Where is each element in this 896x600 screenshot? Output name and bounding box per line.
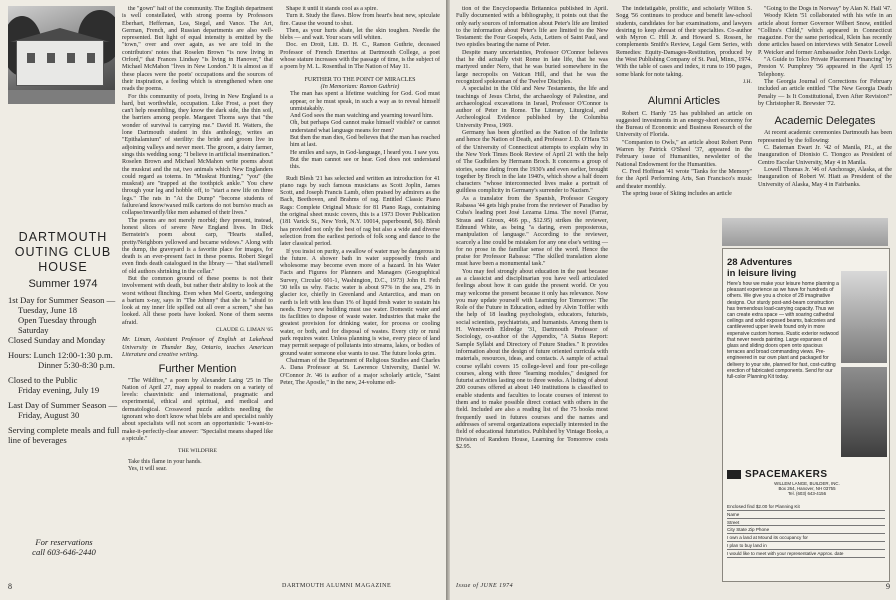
ad-address-line: WILLEM LANGE, BUILDER, INC.: [774, 481, 840, 486]
review-paragraph: Doc. en Droit, Litt. D. H. C., Ramon Guthrie, deceased Professor of French Emeritus at Dartmouth College, a poet whose stature increases with the passage of time, is the subject of a poem by M. L. Rosenthal in The Nation of May 11.: [280, 42, 440, 71]
schedule-line: line of beverages: [8, 435, 67, 445]
magazine-footer: DARTMOUTH ALUMNI MAGAZINE: [282, 583, 392, 589]
review-signature: J.H.: [742, 78, 752, 85]
alumni-article-paragraph: The spring issue of Skiing includes an article: [622, 190, 732, 197]
page-number-left: 8: [8, 582, 12, 591]
alumni-article-paragraph: "A Guide to Telco Private Placement Financing" by Preston V. Pumphrey '56 appeared in the April 15 Telephony.: [758, 57, 892, 78]
alumni-article-paragraph: C. Fred Hoffman '41 wrote "Tanks for the Memory" for the April Performing Arts, San Francisco's music and theater monthly.: [616, 168, 752, 190]
poem-line: Yes, it will sear.: [128, 465, 167, 472]
center-column-reviews: [280, 6, 440, 580]
rosenthal-poem-title: FURTHER TO THE POINT OF MIRACLES: [304, 76, 416, 83]
alumni-article-paragraph: Robert C. Hardy '25 has published an article on suggested investments in an energy-short economy for the Bureau of Economic and Business Research of the University of Florida.: [616, 110, 752, 139]
issue-footer: Issue of JUNE 1974: [456, 583, 514, 589]
outing-club-house-photo: [8, 6, 115, 104]
review-paragraph: The indefatigable, prolific, and scholarly Wilton S. Sogg '56 continues to produce and benefit law-school students, candidates for bar examinations, and lawyers desiring to keep abreast of their specialties. Co-author with Myron C. Hill Jr. and Howard S. Rossen, he complements Smith's Review, Legal Gem Series, with Remedies: Equity-Damages-Restitution, produced by the West Publishing Company of St. Paul, Minn., 1974. With the table of cases and index, it runs to 190 pages, some blank for note taking.: [616, 6, 752, 78]
review-paragraph: Rudi Blesh '21 has selected and written an introduction for 41 piano rags by such famous musicians as Scott Joplin, James Scott, and Joseph Francis Lamb, often praised by admirers as the Bach, Beethoven, and Brahms of rag. Entitled Classic Piano Rags: Complete Original Music for 81 Piano Rags, containing the original sheet music covers, this is a 1973 Dover Publication (181 Varick St., New York, N.Y. 10014, paperbound, $6). Blesh has provided not only the best of rag but also a wide and diverse selection from the earliest periods of folk song and dance to the later classical period.: [280, 175, 440, 248]
delegate-paragraph: C. Bateman Ewart Jr. '42 of Manila, P.I., at the inauguration of Dionisio C. Tiongco as President of Centro Escolar University, May 4 in Manila.: [758, 145, 892, 166]
further-mention-paragraph: "The Wildfire," a poem by Alexander Laing '25 in The Nation of April 27, may appeal to readers on a variety of levels: chauvinistic and international, pragmatic and experimental, ethical and spiritual, and medical and dermatological. Crossword puzzle addicts needling the ignorant who don't know what blebs are and specialist rashly about specialists will not scorn an opportunistic 'I-want-to-make-it-perfectly-clear answer: "Specialist means shaped like a spicule.": [122, 377, 273, 442]
right-third-column: [758, 6, 892, 216]
club-subtitle: Summer 1974: [28, 278, 98, 290]
review-paragraph: The poems are not merely morbid; they present, instead, honest slices of severe New England lives. In Dick Bernstein's poem about carp, "Hearts stalled, pretty/Neighbors yellowed and became widows." Along with the dump, the graveyard is a favorite place for images, for death is an ever-present fact in these poems. Robert Siegel even finds death catalogued in the library — "that stail/smell of old authors shrinking in the cellar.": [122, 217, 273, 275]
review-paragraph: the "gown" half of the community. The English department is well constellated, with strong poems by Professors Eberhart, Heffernan, Lea, Siegel, and Vance. The Art, German, French, and Russian departments are also well-represented. But light of equal intensity is emitted by the "town," over and over again, as we are told in the contributors' notes that Roselen Brown "is now living in Orford," that Frances Lindsay "is living in Hanover," that Michael McMahon "lives in New London." It is almost as if these places were the poets' occupations and the sources of their inspiration, a feeling which is strengthened when one reads the poems.: [122, 6, 273, 93]
schedule-line: Friday, August 30: [18, 410, 80, 420]
schedule-line: Tuesday, June 18: [18, 305, 78, 315]
review-paragraph: Despite many uncertainties, Professor O'Connor believes that he did actually visit Rome in late life, that he was martyred under Nero, that he was buried somewhere in the large necropolis on Vatican Hill, and that he was the recognized spokesman of the Twelve Disciples.: [456, 49, 608, 85]
review-paragraph: tion of the Encyclopaedia Britannica published in April. Fully documented with a bibliography, it points out that the only early sources of information about Peter's life are limited to the information about Peter's life are limited to the New Testament: the Four Gospels, Acts, Letters of Saint Paul, and two epistles bearing the name of Peter.: [456, 6, 608, 49]
left-column-review: [122, 6, 273, 580]
ad-form-field[interactable]: I plan to buy land in: [727, 542, 885, 550]
page-number-right: 9: [886, 582, 890, 591]
review-paragraph: For this community of poets, living in New England is a hard, but worthwhile, occupation. Like Frost, a poet they can't help resembling, they know the dark side, the thin soil, the barriers among people. Margaret Thoms says that "the wonder of survival is carrying me." David H. Watters, the lone Dartmouth student in this anthology, writes an "Epithalamium" of sterility: the bride and groom live in adjoining valleys and never meet. The groom, a dairy farmer, sings this wedding song: "I believe in artificial insemination." Roselen Brown and Michael McMahon write poems about the muskrat and the rat, two animals which New Englanders could regard as totems. In "Muskrat Hunting," "you" (the muskrat) are "trapped at the toothpick ankle." You chew through your leg and hobble off, to "start a new life on three legs." The rats in "At the Dump" "become students of failure/and know/waxed milk cartons do not burn/so much as collapse/inwardly/like men ashamed of their lives.": [122, 93, 273, 217]
alumni-article-paragraph: "Going to the Dogs in Norway" by Alan N. Hall '47.: [764, 6, 892, 12]
ad-form-field[interactable]: Enclosed find $2.00 for Planning Kit: [727, 503, 885, 511]
ad-form-field[interactable]: City State Zip Phone: [727, 526, 885, 534]
ad-form-field[interactable]: I own a land at Mound its occupancy for: [727, 534, 885, 542]
schedule-line: Dinner 5:30-8:30 p.m.: [38, 360, 115, 370]
poem-stanza: He smiles and says, in God-language, I heard you. I saw you.: [290, 149, 440, 156]
poem-stanza: But then the man dies, God believes that the man has reached him at last.: [290, 135, 440, 149]
ad-house-photo: [841, 271, 887, 363]
schedule-line: Closed to the Public: [8, 375, 78, 385]
ad-address-line: Box 264, Hanover, NH 03755: [778, 486, 836, 492]
ad-form-field[interactable]: I would like to meet with your representative Approx. date: [727, 550, 885, 558]
right-first-column: [456, 6, 608, 580]
club-title-line: OUTING CLUB: [14, 245, 112, 259]
poem-stanza: Oh, but perhaps God cannot make himself visible? or cannot understand what language means for men?: [290, 120, 440, 134]
schedule-line: Closed Sunday and Monday: [8, 335, 106, 345]
poem-stanza: The man has spent a lifetime watching for God. God must appear, or he must speak, in such a way as to reveal himself unmistakably.: [290, 91, 440, 112]
alumni-articles-heading: Alumni Articles: [647, 95, 721, 108]
schedule-line: Hours: Lunch 12:00-1:30 p.m.: [8, 350, 113, 360]
schedule-line: Friday evening, July 19: [18, 385, 100, 395]
review-paragraph: Shape it until it stands cool as a spire.: [286, 6, 378, 12]
review-paragraph: You may feel strongly about education in the past because as a classicist and disciplinarian you have well articulated feelings about how it can guide the present world. Or you may welcome the present because it only has relevance. Now you may update yourself with Learning for Tomorrow: The Role of the Future in Education, edited by Alvin Toffler with the help of 18 leading psychologists, educators, futurists, social scientists, psychiatrists, and humanists. Among them is H. Wentworth Eldredge '31, Dartmouth Professor of Sociology, co-author of the Appendix, "A Status Report: Sample Syllabi and Directory of Future Studies." It provides information about the design of future oriented curricula with materials, resources, ideas, and contacts. A sample of actual course syllabi covers 15 college-level and four pre-college courses, along with three "learning modules," designed for futurist activities lasting one to three weeks. A listing of about 200 courses offered at about 140 institutions is classified to enable students and faculties to locate courses of interest to them and to make possible direct contact with others in the field. Included are also a reading list of the 75 books most frequently used in futures courses and the names and addresses of several organizations especially interested in the field of educational futuristics. Published by Vintage Books, a Division of Random House, Learning for Tomorrow costs $2.95.: [456, 268, 608, 450]
reservations-line: For reservations: [35, 537, 93, 547]
poem-line: Take this flame in your hands.: [128, 458, 202, 465]
review-paragraph: Chairman of the Department of Religious Studies and Charles A. Dana Professor at St. Lawrence University, Daniel W. O'Connor Jr. '46 is author of a major scholarly article, "Saint Peter, The Apostle," in the new, 24-volume edi-: [280, 357, 440, 386]
spacemakers-advertisement: [722, 248, 890, 582]
ad-brand-name: SPACEMAKERS: [745, 469, 828, 480]
review-paragraph: As a translator from the Spanish, Professor Gregory Rabassa '44 gets high praise from the reviewer of Paradiso by Cuba's leading poet José Lezama Lima. The novel (Farrar, Straus and Giroux, 466 pp., $12.95) strikes the reviewer, Edmund White, as being "a daring, even preposterous, manipulation of language." According to the reviewer, scarcely a line could be mistaken for any one else's writing — for no prose in the familiar sense of the word. Hence the praise for Professor Rabassa: "The skilled translation alone must have been a monumental task.": [456, 195, 608, 268]
ad-top-photo: [722, 218, 888, 246]
outing-club-heading: [8, 230, 118, 290]
club-title-line: DARTMOUTH: [18, 230, 108, 244]
alumni-article-paragraph: Woody Klein '51 collaborated with his wife in an article about former Governor Wilbert Snow, entitled "Collins's Child," which appeared in Connecticut magazine. For the same periodical, Klein has recently done articles based on interviews with Senator Lowell P. Weicker and former Ambassador John Davis Lodge.: [758, 13, 892, 56]
poem-stanza: And God sees the man watching and yearning toward him.: [290, 113, 434, 120]
reviewer-bio: Mr. Liman, Assistant Professor of English at Lakehead University in Thunder Bay, Ontario, teaches American Literature and creative writing.: [122, 337, 273, 358]
ad-brand: [727, 469, 885, 481]
ad-order-form[interactable]: [727, 503, 885, 558]
reservations-line: call 603-646-2440: [32, 547, 96, 557]
academic-delegates-heading: Academic Delegates: [774, 115, 876, 128]
ad-address-line: Tel. (603) 643-4156: [787, 491, 827, 497]
ad-form-field[interactable]: Name: [727, 511, 885, 519]
schedule-line: Serving complete meals and full: [8, 425, 120, 435]
review-paragraph: Turn it. Study the flaws. Blow from heart's heat new, spiculate fire. Cause the wound to shut.: [280, 13, 440, 27]
ad-form-field[interactable]: Street: [727, 519, 885, 527]
poem-title: THE WILDFIRE: [178, 448, 217, 455]
ad-title-line: 28 Adventures: [727, 257, 793, 268]
ad-interior-photo: [841, 367, 887, 457]
delegate-paragraph: At recent academic ceremonies Dartmouth has been represented by the following:: [758, 130, 892, 144]
review-paragraph: But the common ground of these poems is not their involvement with death, but rather their ability to look at the worst without flinching. Even when Mel Goertz, undergoing a barium x-ray, says in "The Johnny" that she is "afraid to look at my inner life spilled out all over a screen," she has looked. All these poets have looked. None of them seems afraid.: [122, 275, 273, 326]
schedule-line: 1st Day for Summer Season —: [8, 295, 116, 305]
ad-address: [767, 481, 847, 497]
ad-title: [727, 257, 796, 279]
spacemakers-logo-icon: [727, 470, 741, 479]
alumni-article-paragraph: "Companion to Owls," an article about Robert Penn Warren by Patrick O'Sheel '37, appeared in the February issue of Humanities, newsletter of the National Endowment for the Humanities.: [616, 139, 752, 168]
review-paragraph: A specialist in the Old and New Testaments, the life and teachings of Jesus Christ, the archaeology of Palestine, and archaeological excavations in Israel, Professor O'Connor is author of Peter in Rome. The Literary, Liturgical, and Archeological Evidence published by the Columbia University Press, 1969.: [456, 86, 608, 129]
ad-title-line: in leisure living: [727, 268, 797, 279]
review-signature: CLAUDE G. LIMAN '65: [215, 327, 273, 334]
rosenthal-poem-dedication: (In Memoriam: Ramon Guthrie): [320, 83, 400, 90]
alumni-article-paragraph: The Georgia Journal of Corrections for February included an article entitled "The New Georgia Death Penalty — Is It Constitutional, Even After Revision?" by Christopher R. Brewster '72.: [758, 78, 892, 107]
club-schedule: [8, 295, 120, 445]
schedule-line: Open Tuesday through: [18, 315, 97, 325]
ad-body: Here's how we make your leisure home planning a pleasant experience as we have for hundreds of others. We give you a choice of 28 imaginative designs. Our sturdy post-and-beam construction has tremendous load-carrying capacity. Thus we can create extra space — with soaring cathedral ceilings and solid exposed beams, balconies and cantilevered upper levels found only in more expensive custom homes. Rustic exterior redwood that never needs painting. Large expanses of glass and sliding doors open onto spacious terraces and broad commanding views. Pre-engineered in our own plant and packaged for delivery to your site, planned for fast, cost-cutting erection of fabricated components. Send for our full-color Planning Kit today.: [727, 281, 839, 381]
review-paragraph: If you insist on purity, a swallow of water may be dangerous in the future. A shower bath in water supposedly fresh and wholesome may become even more of a hazard. In his Water Facts and Figures for Planners and Managers (Geographical Survey, Circular 601-1, Washington, D.C., 1973) John H. Feth '30 tells us why. Facts: water is about 97% in the sea, 2% in glacier ice, chiefly in Greenland and Antarctica, and man on earth is left with less than 1% of liquid fresh water to sustain his needs. Every new building must use water. Domestic water and its facilities to dispose of waste water. Industries that make the greatest provision for drinking water, for process or cooling water, or both, and for disposal of wastes. Every city or rural park requires water. Unless planning is wise, every piece of land may permit seepage of pollutants into streams, lakes, or bodies of ground water someone else wants to use. The future looks grim.: [280, 248, 440, 357]
schedule-line: Last Day of Summer Season —: [8, 400, 118, 410]
delegate-paragraph: Lowell Thomas Jr. '46 of Anchorage, Alaska, at the inauguration of Robert W. Hiatt as President of the University of Alaska, May 4 in Fairbanks.: [758, 166, 892, 188]
review-paragraph: Germany has been glorified as the Nation of the Infinite and hence the Nation of Death, and Professor J. D. O'Hara '53 of the University of Connecticut attempts to explain why in the New York Times Book Review of April 21 with the help of The Gudbilers by Hermann Broch. It concerns a group of stories, some dating from the 1930's and even earlier, brought together by Broch in the late 1940's, which show a half dozen characters "whose interconnected lives make a portrait of guiltless complicity in Germany's surrender to Nazism.": [456, 130, 608, 195]
schedule-line: Saturday: [18, 325, 49, 335]
left-page: [0, 0, 446, 600]
club-title-line: HOUSE: [38, 260, 88, 274]
poem-stanza: But the man cannot see or hear. God does not understand this.: [290, 156, 440, 171]
further-mention-heading: Further Mention: [158, 363, 237, 376]
review-paragraph: Then, as your hurts abate, let the skin toughen. Needle the blebs — and wait. Your scars will whiten.: [280, 27, 440, 42]
reservations-note: [8, 537, 120, 557]
